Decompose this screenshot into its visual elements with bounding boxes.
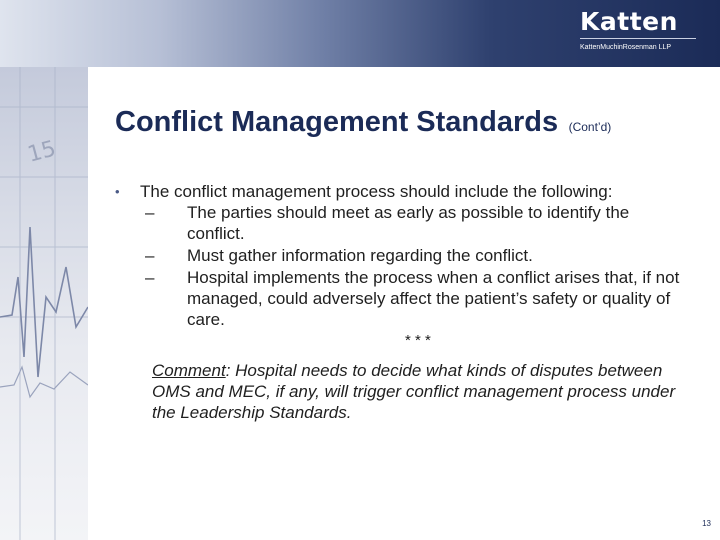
comment-label: Comment	[152, 361, 226, 380]
sub-bullet	[145, 267, 705, 330]
ecg-graphic-icon	[0, 67, 88, 540]
title-suffix: (Cont’d)	[568, 120, 612, 134]
dash-marker: –	[145, 246, 155, 265]
sub-bullet	[145, 245, 705, 266]
bullet-dot-icon: •	[115, 184, 120, 199]
dash-marker: –	[145, 268, 155, 287]
sub-bullet-text: The parties should meet as early as possible to identify the conflict.	[187, 203, 630, 243]
comment-block	[152, 360, 692, 423]
sub-bullet-text: Hospital implements the process when a conflict arises that, if not managed, could adversely affect the patient’s safety or quality of care.	[187, 268, 680, 329]
logo-main-text: Katten	[580, 7, 678, 36]
header-band	[0, 0, 720, 67]
logo-divider	[580, 38, 696, 39]
dash-marker: –	[145, 203, 155, 222]
slide-content	[115, 181, 705, 423]
main-bullet	[115, 181, 705, 202]
comment-text: : Hospital needs to decide what kinds of disputes between OMS and MEC, if any, will trigger conflict management process under the Leadership Standards.	[152, 361, 676, 422]
sub-bullet-text: Must gather information regarding the conflict.	[187, 246, 533, 265]
logo-sub-text: KattenMuchinRosenman LLP	[580, 44, 672, 51]
decorative-chart-strip	[0, 67, 88, 540]
page-number: 13	[702, 519, 711, 528]
main-bullet-text: The conflict management process should include the following:	[140, 182, 613, 201]
title-row	[115, 106, 611, 139]
firm-logo	[580, 8, 698, 52]
svg-text:15: 15	[25, 136, 59, 168]
section-separator: * * *	[405, 332, 431, 349]
sub-bullet	[145, 202, 705, 244]
page-title: Conflict Management Standards	[115, 106, 559, 138]
